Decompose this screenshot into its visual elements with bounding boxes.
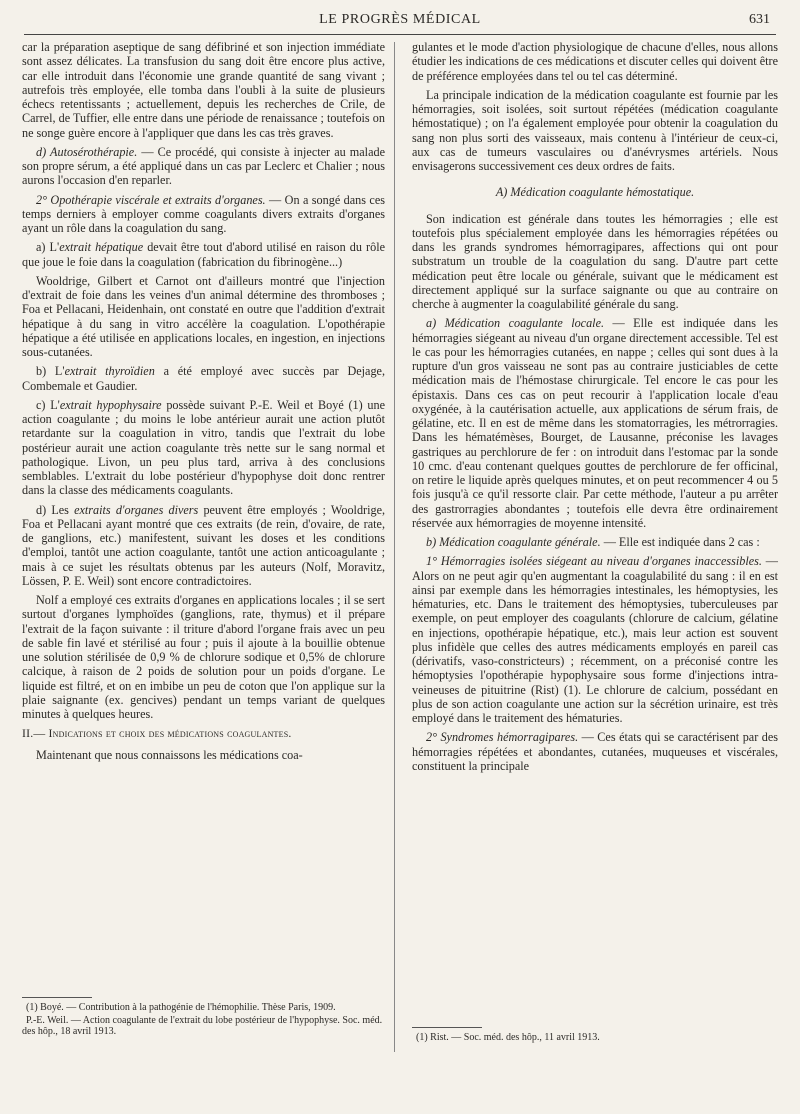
right-column (412, 40, 778, 778)
paragraph: 2° Syndromes hémorragipares. — Ces états qui se caractérisent par des hémorragies répétées et abondantes, cutanées, muqueuses et viscérales, constituent la principale (412, 730, 778, 773)
footnote-rule (412, 1027, 482, 1028)
paragraph: Wooldrige, Gilbert et Carnot ont d'ailleurs montré que l'injection d'extrait de foie dans les veines d'un animal détermine des thromboses ; Foa et Pellacani, Heidenhain, ont constaté en outre que l'addition d'extrait hépatique à du sang in vitro accélère la coagulation. L'opothérapie hépatique a été utilisée en applications locales, en ingestion, en injections sous-cutanées. (22, 273, 385, 359)
paragraph: d) Autosérothérapie. — Ce procédé, qui consiste à injecter au malade son propre sérum, a été appliqué dans un cas par Leclerc et Chalier ; nous aurons l'occasion d'en reparler. (22, 144, 385, 188)
paragraph: b) Médication coagulante générale. — Elle est indiquée dans 2 cas : (426, 535, 760, 549)
paragraph: Maintenant que nous connaissons les médications coa- (36, 747, 303, 762)
paragraph: d) Les extraits d'organes divers peuvent être employés ; Wooldrige, Foa et Pellacani ayant montré que ces extraits (de rein, d'ovaire, de rate, de ganglions, etc.) manifestent, suivant les doses et les conditions d'emploi, tantôt une action coagulante, tantôt une action anticoagulante ; mais à ce sujet les résultats obtenus par les auteurs (Nolf, Moravitz, Lössen, P. E. Weil) sont encore contradictoires. (22, 502, 386, 588)
left-footnotes (22, 997, 385, 1039)
paragraph: gulantes et le mode d'action physiologique de chacune d'elles, nous allons étudier les indications de ces médications et discuter celles qui doivent être de préférence employées dans tel ou tel cas déterminé. (412, 40, 778, 83)
footnote-rule (22, 997, 92, 998)
footnote: (1) Boyé. — Contribution à la pathogénie de l'hémophilie. Thèse Paris, 1909. (26, 1002, 336, 1013)
paragraph: b) L'extrait thyroïdien a été employé avec succès par Dejage, Combemale et Gaudier. (22, 364, 385, 393)
paragraph: Son indication est générale dans toutes les hémorragies ; elle est toutefois plus spécialement employée dans les hémorragies répétées ou dans les grands syndromes hémorragipares, affections qui ont pour substratum un trouble de la coagulation du sang. D'autre part cette médication peut être locale ou générale, suivant que le médicament est directement appliqué sur la surface saignante ou que au contraire on cherche à augmenter la coagulabilité générale du sang. (412, 211, 778, 311)
paragraph: a) Médication coagulante locale. — Elle est indiquée dans les hémorragies siégeant au niveau d'un organe directement accessible. Tel est le cas pour les hémorragies cutanées, en nappe ; celles qui sont dues à la rupture d'un gros vaisseau ne sont pas au contraire justiciables de cette médication mais de l'hémostase chirurgicale. Tel encore le cas pour les épistaxis. Dans ces cas on peut recourir à l'application locale d'eau oxygénée, à la cautérisation actuelle, aux applications de sérum frais, de gélatine, etc. Il en est de même dans les stomatorragies, les métrorragies. Dans les hématémèses, Bourget, de Lausanne, préconise les lavages gastriques au perchlorure de fer : on introduit dans l'estomac par la sonde 10 cmc. d'eau contenant quelques gouttes de perchlorure de fer officinal, on retire le liquide après quelques minutes, et on peut recommencer 4 ou 5 fois jusqu'à ce qu'il ressorte clair. Par cette méthode, l'auteur a pu arrêter des gastrorragies abondantes ; toutefois elle devra être ordinairement réservée aux hémorragies de moyenne intensité. (412, 316, 779, 530)
journal-title: LE PROGRÈS MÉDICAL (319, 12, 481, 27)
column-divider (394, 42, 395, 1052)
footnote: (1) Rist. — Soc. méd. des hôp., 11 avril 1913. (416, 1032, 600, 1043)
paragraph: Nolf a employé ces extraits d'organes en applications locales ; il se sert surtout d'organes lymphoïdes (ganglions, rate, thymus) et il prépare l'extrait de la façon suivante : il triture d'abord l'organe frais avec un peu de sable fin lavé et stérilisé au four ; puis il ajoute à la bouillie obtenue une solution stérilisée de 0,9 % de chlorure sodique et 0,5% de chlorure calcique, à raison de 2 poids de solution pour un poids d'organe. Le liquide est filtré, et on en imbibe un peu de coton que l'on applique sur la plaie saignante (ex. gencives) pendant un temps variant de quelques minutes à quelques heures. (22, 593, 385, 721)
right-footnotes (412, 1027, 778, 1045)
paragraph: La principale indication de la médication coagulante est fournie par les hémorragies, soit isolées, soit surtout répétées (médication coagulante hémostatique) ; on l'a également employée pour obtenir la coagulation du sang non plus sorti des vaisseaux, mais contenu à l'intérieur de ceux-ci, aux cas de tumeurs vasculaires ou d'anévrysmes artériels. Nous envisagerons successivement ces deux ordres de faits. (412, 87, 778, 173)
left-column (22, 40, 385, 767)
paragraph: c) L'extrait hypophysaire possède suivant P.-E. Weil et Boyé (1) une action coagulante ; du moins le lobe antérieur aurait une action plutôt retardante sur la coagulation in vitro, tandis que l'extrait du lobe postérieur aurait une action coagulante très nette sur le sang normal et pathologique. Livon, un peu plus tard, arriva à des conclusions semblables. L'extrait du lobe postérieur d'hypophyse doit donc rentrer dans la classe des médicaments coagulants. (22, 397, 385, 498)
paragraph: 1° Hémorragies isolées siégeant au niveau d'organes inaccessibles. — Alors on ne peut agir qu'en augmentant la coagulabilité du sang : il en est ainsi par exemple dans les hémorragies intestinales, les hémoptysies, les hématuries, etc. Dans le traitement des hémoptysies, tuberculeuses par exemple, on peut employer des coagulants (chlorure de calcium, gélatine en injections, opothérapie hépatique, etc.), mais leur action est souvent plus infidèle que celles des autres médicaments employés en pareil cas (dérivatifs, vaso-constricteurs) ; récemment, on a préconisé contre les hémoptysies l'opothérapie hypophysaire sous forme d'injections intra-veineuses de pituitrine (Rist) (1). Le chlorure de calcium, possédant en plus de son action coagulante une action sur la sécrétion urinaire, est très employé dans le traitement des hématuries. (412, 554, 778, 725)
page-number: 631 (749, 12, 770, 27)
paragraph: a) L'extrait hépatique devait être tout d'abord utilisé en raison du rôle que joue le foie dans la coagulation (fabrication du fibrinogène...) (22, 240, 386, 269)
paragraph: car la préparation aseptique de sang défibriné et son injection immédiate sont assez délicates. La transfusion du sang doit être encore plus active, car elle introduit dans l'économie une grande quantité de sang vivant ; autrefois très employée, elle tomba dans l'oubli à la suite de plusieurs échecs retentissants ; actuellement, depuis les recherches de Crile, de Carrel, de Tuffier, elle entre dans une période de renaissance ; toutefois on ne songe guère encore à l'appliquer que dans les cas très graves. (22, 40, 385, 140)
subsection-heading: A) Médication coagulante hémostatique. (495, 185, 695, 200)
section-heading: II.— Indications et choix des médications coagulantes. (22, 726, 292, 741)
page-header (24, 6, 776, 35)
footnote: P.-E. Weil. — Action coagulante de l'extrait du lobe postérieur de l'hypophyse. Soc. méd. des hôp., 18 avril 1913. (22, 1014, 383, 1037)
paragraph: 2° Opothérapie viscérale et extraits d'organes. — On a songé dans ces temps derniers à employer comme coagulants divers extraits d'organes ayant un rôle dans la coagulation du sang. (22, 192, 385, 235)
